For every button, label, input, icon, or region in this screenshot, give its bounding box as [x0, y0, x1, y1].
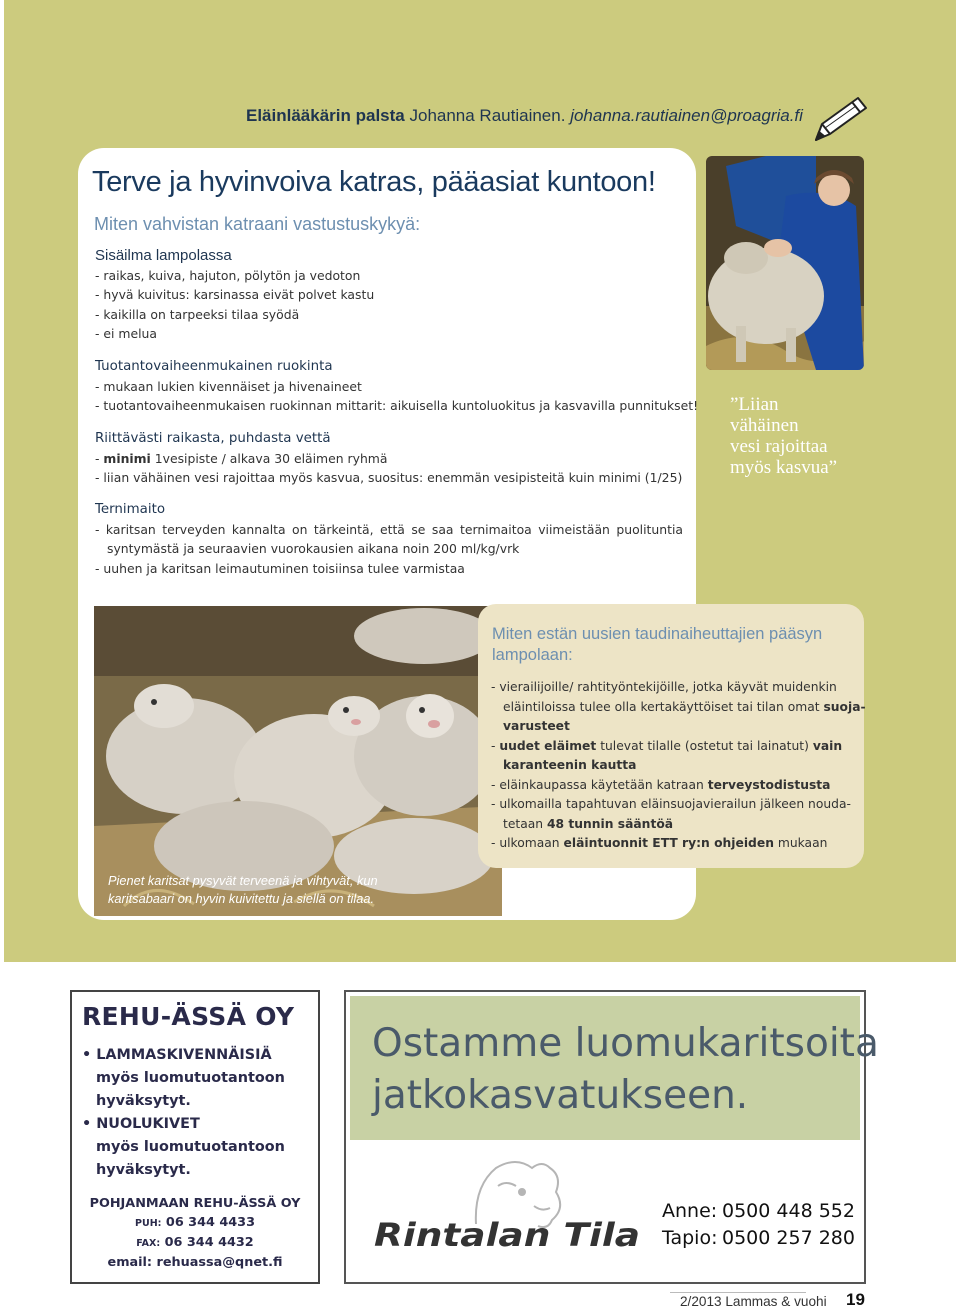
product-name: NUOLUKIVET	[96, 1116, 200, 1132]
pull-quote-line: vesi rajoittaa	[730, 436, 828, 457]
rintalan-tila-headline	[372, 1018, 879, 1122]
fax-number: 06 344 4432	[164, 1235, 254, 1250]
article-subtitle: Miten vahvistan katraani vastustuskykyä:	[94, 214, 421, 234]
rehu-assa-contact	[70, 1194, 320, 1272]
headline-line: jatkokasvatukseen.	[372, 1073, 749, 1118]
product-note: hyväksytyt.	[96, 1093, 191, 1109]
bold-term: suoja-	[823, 699, 866, 714]
bold-term: 48 tunnin sääntöä	[546, 816, 674, 831]
product-note: myös luomutuotantoon	[96, 1070, 285, 1086]
section-heading: Sisäilma lampolassa	[95, 247, 232, 264]
list-item: - uuhen ja karitsan leimautuminen toisiinsa tulee varmistaa	[95, 560, 465, 576]
article-title: Terve ja hyvinvoiva katras, pääasiat kuntoon!	[92, 166, 656, 198]
bold-term: terveystodistusta	[707, 777, 831, 792]
rehu-assa-products	[82, 1044, 285, 1182]
contact-phone[interactable]: 0500 257 280	[722, 1227, 855, 1249]
rintalan-tila-contacts	[662, 1198, 855, 1252]
author-name: Johanna Rautiainen.	[409, 106, 566, 125]
issue-label: 2/2013 Lammas & vuohi	[680, 1294, 827, 1309]
product-note: myös luomutuotantoon	[96, 1139, 285, 1155]
section-colostrum	[95, 500, 683, 578]
bold-term: eläintuonnit ETT ry:n ohjeiden	[563, 836, 774, 850]
caption-line: karitsabaari on hyvin kuivitettu ja siellä on tilaa.	[108, 891, 375, 906]
list-item: - hyvä kuivitus: karsinassa eivät polvet kastu	[95, 287, 375, 302]
rehu-assa-company: REHU-ÄSSÄ OY	[82, 1002, 295, 1031]
phone-label: PUH:	[135, 1218, 162, 1229]
product-item: • LAMMASKIVENNÄISIÄ	[82, 1047, 272, 1063]
list-text: tulevat tilalle (ostetut tai lainatut)	[596, 738, 813, 753]
list-item: - kaikilla on tarpeeksi tilaa syödä	[95, 306, 300, 322]
pull-quote-line: myös kasvua”	[730, 457, 838, 478]
bold-term: minimi	[103, 450, 151, 466]
contact-phone[interactable]: 0500 448 552	[722, 1200, 855, 1222]
contact-name: Anne:	[662, 1200, 718, 1222]
list-bullet: -	[491, 738, 500, 753]
section-indoor-air	[95, 246, 695, 344]
list-text: tetaan	[503, 816, 547, 831]
list-text: - eläinkaupassa käytetään katraan	[491, 777, 708, 792]
column-header	[246, 106, 803, 126]
contact-line	[662, 1198, 855, 1225]
author-email: johanna.rautiainen@proagria.fi	[570, 106, 803, 125]
footer-divider	[670, 1292, 806, 1293]
list-item: - liian vähäinen vesi rajoittaa myös kasvua, suositus: enemmän vesipisteitä kuin minimi (1/25)	[95, 470, 683, 485]
list-item	[491, 776, 853, 796]
list-item-continuation	[491, 815, 853, 835]
list-text: - ulkomaan	[491, 836, 564, 850]
list-bullet: -	[95, 450, 104, 466]
list-text: 1vesipiste / alkava 30 eläimen ryhmä	[150, 450, 388, 466]
email-address[interactable]: rehuassa@qnet.fi	[156, 1255, 283, 1270]
photo-caption	[108, 872, 428, 908]
list-item	[95, 449, 695, 469]
section-heading: Riittävästi raikasta, puhdasta vettä	[95, 431, 331, 446]
bold-term: karanteenin kautta	[503, 758, 637, 772]
footer-company: POHJANMAAN REHU-ÄSSÄ OY	[89, 1196, 301, 1211]
pull-quote-line: vähäinen	[730, 415, 799, 436]
phone-line	[70, 1213, 320, 1233]
biosecurity-list	[491, 678, 866, 854]
pull-quote	[730, 394, 837, 478]
section-heading: Tuotantovaiheenmukainen ruokinta	[95, 359, 333, 374]
list-item: - ei melua	[95, 326, 157, 341]
lambs-photo	[94, 606, 502, 916]
bold-term: uudet eläimet	[499, 738, 597, 753]
list-item-continuation	[491, 717, 853, 737]
column-label: Eläinlääkärin palsta	[246, 106, 405, 125]
biosecurity-title: Miten estän uusien taudinaiheuttajien pääsyn lampolaan:	[492, 625, 823, 664]
product-name: LAMMASKIVENNÄISIÄ	[96, 1047, 272, 1063]
list-item: - tuotantovaiheenmukaisen ruokinnan mittarit: aikuisella kuntoluokitus ja kasvavilla punnitukset!	[95, 398, 699, 413]
list-item: - mukaan lukien kivennäiset ja hivenaineet	[95, 378, 362, 394]
list-item-continuation	[491, 698, 866, 718]
caption-line: Pienet karitsat pysyvät terveenä ja vihtyvät, kun	[108, 873, 378, 888]
phone-number: 06 344 4433	[165, 1215, 255, 1230]
product-item: • NUOLUKIVET	[82, 1116, 200, 1132]
list-item: - raikas, kuiva, hajuton, pölytön ja vedoton	[95, 267, 361, 283]
pencil-icon	[808, 94, 870, 146]
list-text: mukaan	[773, 836, 828, 850]
list-text: eläintiloissa tulee olla kertakäyttöiset tai tilan omat	[503, 699, 824, 714]
email-label: email:	[107, 1255, 153, 1270]
fax-line	[70, 1233, 320, 1253]
contact-name: Tapio:	[662, 1227, 718, 1249]
bold-term: vain	[812, 738, 843, 753]
section-heading: Ternimaito	[95, 502, 166, 517]
list-item	[491, 834, 853, 854]
fax-label: FAX:	[136, 1238, 161, 1249]
list-item: - ulkomailla tapahtuvan eläinsuojavierailun jälkeen nouda-	[491, 797, 851, 811]
vet-sheep-photo	[706, 156, 864, 370]
rintalan-tila-logo	[366, 1146, 646, 1276]
list-item	[491, 737, 853, 757]
bold-term: varusteet	[503, 719, 570, 733]
list-item-continuation: syntymästä ja seuraavien vuorokausien aikana noin 200 ml/kg/vrk	[107, 541, 520, 556]
headline-line: Ostamme luomukaritsoita	[372, 1021, 879, 1066]
list-item: - vierailijoille/ rahtityöntekijöille, jotka käyvät muidenkin	[491, 680, 837, 694]
logo-wordmark: Rintalan Tila	[374, 1216, 640, 1254]
list-item: - karitsan terveyden kannalta on tärkeintä, että se saa ternimaitoa viimeistään puolituntia	[95, 521, 683, 537]
section-water	[95, 429, 695, 488]
product-note: hyväksytyt.	[96, 1162, 191, 1178]
list-item-continuation	[491, 756, 853, 776]
page-number: 19	[846, 1290, 865, 1309]
pull-quote-line: ”Liian	[730, 394, 779, 415]
contact-line	[662, 1225, 855, 1252]
section-feeding	[95, 357, 699, 416]
email-line	[70, 1253, 320, 1272]
